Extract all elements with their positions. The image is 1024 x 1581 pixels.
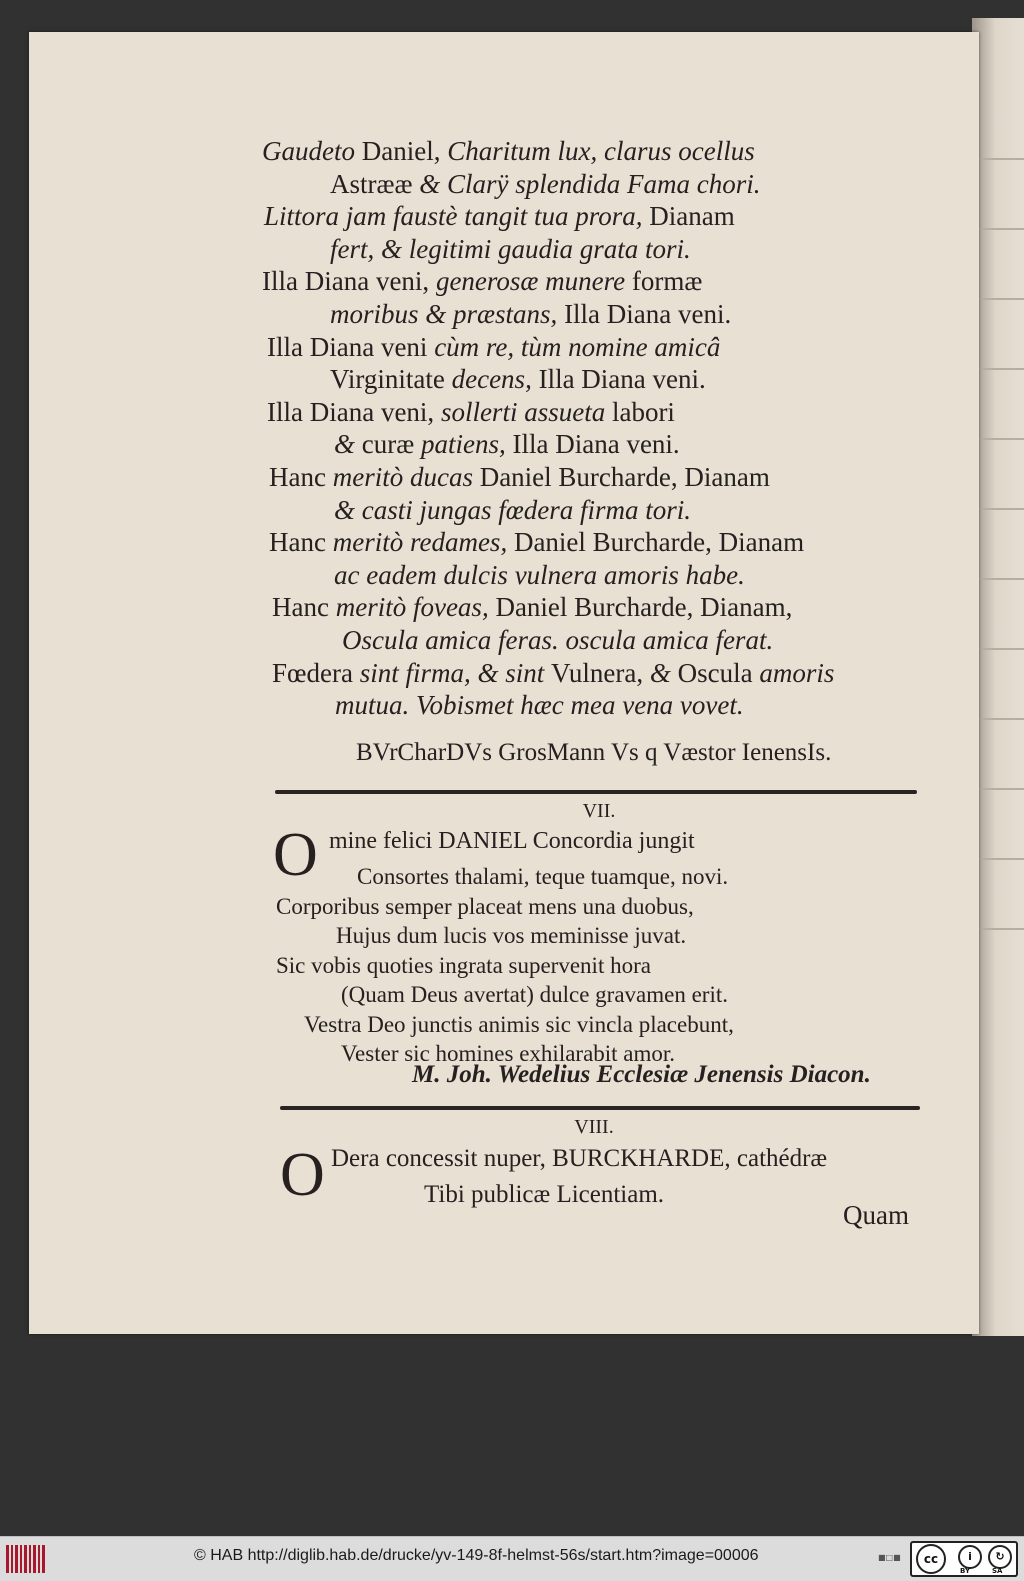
cc-icon: cc [916, 1544, 946, 1574]
poem-vi-line-segment: Daniel, [354, 136, 448, 166]
poem-vi-line-segment: & Clarÿ splendida Fama chori. [419, 168, 761, 199]
footer-bar [0, 1536, 1024, 1581]
poem-vi-line-segment: labori [611, 396, 675, 427]
poem-vi-line-segment: Illa Diana veni, [267, 396, 441, 427]
poem-vii-line: Consortes thalami, teque tuamque, novi. [357, 864, 729, 889]
poem-vi-line [272, 658, 834, 688]
poem-vii-first-line: mine felici DANIEL Concordia jungit [329, 828, 695, 854]
poem-vi-line-segment: meritò ducas [332, 462, 480, 492]
poem-vi-line-segment: Hanc [272, 592, 336, 623]
poem-vi-line [330, 364, 706, 394]
poem-vi-line-segment: Gaudeto [262, 136, 355, 166]
poem-vii-line: Corporibus semper placeat mens una duobus, [276, 893, 694, 919]
poem-vi-line-segment: Oscula amica feras. oscula amica ferat. [342, 625, 774, 655]
poem-vii-line: Sic vobis quoties ingrata supervenit hora [276, 952, 651, 978]
poem-vi-line [269, 527, 804, 557]
poem-vi-line-segment: & casti jungas fœdera firma tori. [334, 494, 692, 525]
poem-vi-line-segment: Hanc [269, 527, 333, 558]
poem-vi-line [272, 592, 792, 622]
poem-vi-line [330, 234, 691, 264]
poem-vi-line [262, 136, 755, 166]
divider-rule [280, 1106, 920, 1110]
poem-vi-line [334, 560, 745, 590]
poem-vi-line-segment: Illa Diana veni. [538, 364, 706, 395]
sa-icon: ↻ [988, 1545, 1012, 1569]
poem-vi-line-segment: mutua. Vobismet hæc mea vena vovet. [335, 690, 744, 721]
poem-vi-line-segment: Illa Diana veni [267, 331, 435, 362]
copyright-link[interactable]: © HAB http://diglib.hab.de/drucke/yv-149-8f-helmst-56s/start.htm?image=00006 [194, 1547, 759, 1564]
poem-vi-line-segment: Illa Diana veni. [512, 429, 680, 460]
dropcap-vii: O [273, 821, 318, 889]
poem-vi-line [269, 462, 770, 492]
poem-vi-line-segment: & [334, 429, 362, 460]
poem-vi-line-segment: Littora jam faustè tangit tua prora, [264, 201, 650, 232]
poem-vi-line-segment: sint firma, & sint [359, 657, 552, 688]
poem-vi-line-segment: Illa Diana veni, [262, 266, 436, 297]
poem-vi-line-segment: Fœdera [272, 657, 360, 688]
poem-vi-line-segment: ac eadem dulcis vulnera amoris habe. [334, 559, 745, 590]
poem-vi-line-segment: Oscula [677, 657, 760, 688]
poem-vi-line-segment: Vulnera, [551, 657, 650, 688]
poem-vi-line-segment: Virginitate [330, 364, 452, 395]
sa-label: SA [992, 1567, 1003, 1575]
poem-vi-line-segment: & [649, 657, 678, 688]
poem-vi-line [342, 625, 773, 655]
poem-vi-line [267, 397, 675, 427]
poem-vii-line: (Quam Deus avertat) dulce gravamen erit. [341, 982, 728, 1007]
poem-vi-line-segment: Charitum lux, clarus ocellus [447, 136, 755, 166]
poem-vi-line-segment: Illa Diana veni. [564, 299, 732, 329]
section-number-vii: VII. [582, 800, 616, 822]
poem-vi-line-segment: meritò redames, [332, 527, 514, 558]
poem-vi-signature: BVrCharDVs GrosMann Vs q Væstor IenensIs. [356, 739, 832, 766]
poem-vi-line-segment: moribus & præstans, [330, 299, 565, 329]
poem-vi-line-segment: Astrææ [330, 168, 420, 199]
poem-vi-line-segment: cùm re, tùm nomine amicâ [434, 331, 721, 362]
poem-vii-line: Vester sic homines exhilarabit amor. [341, 1041, 676, 1066]
poem-vi-line [334, 429, 680, 459]
poem-viii-second-line: Tibi publicæ Licentiam. [424, 1181, 665, 1208]
hab-logo [6, 1545, 46, 1573]
poem-vi-line [330, 299, 731, 329]
dropcap-viii: O [280, 1141, 325, 1209]
poem-vi-line-segment: patiens, [421, 429, 513, 460]
poem-vi-line-segment: curæ [361, 429, 421, 460]
cc-license-badge[interactable] [910, 1541, 1018, 1577]
poem-vi-line [262, 266, 702, 296]
poem-vii-line: Hujus dum lucis vos meminisse juvat. [336, 923, 687, 948]
poem-vi-line-segment: sollerti assueta [440, 396, 612, 427]
scan-info-icon: ■□■ [878, 1553, 901, 1562]
poem-vi-line-segment: Daniel Burcharde, Dianam [513, 527, 805, 558]
poem-vii-line: Vestra Deo junctis animis sic vincla placebunt, [304, 1011, 734, 1037]
poem-viii-first-line: Dera concessit nuper, BURCKHARDE, cathédræ [331, 1145, 828, 1172]
poem-vi-line-segment: meritò foveas, [335, 592, 496, 623]
poem-vi-line-segment: decens, [451, 364, 539, 395]
section-number-viii: VIII. [574, 1116, 614, 1138]
book-page [29, 32, 979, 1334]
poem-vi-line [334, 495, 691, 525]
by-icon: i [958, 1545, 982, 1569]
poem-vi-line-segment: Dianam [649, 201, 735, 232]
poem-vi-line-segment: formæ [631, 266, 703, 297]
poem-vi-line [267, 332, 720, 362]
poem-vii-signature: M. Joh. Wedelius Ecclesiæ Jenensis Diacon. [412, 1061, 871, 1088]
poem-vi-line-segment: Daniel Burcharde, Dianam, [495, 592, 793, 623]
catchword: Quam [843, 1200, 909, 1230]
facing-page-edge [972, 18, 1024, 1336]
poem-vi-line-segment: Daniel Burcharde, Dianam [479, 462, 770, 492]
poem-vi-line [264, 201, 735, 231]
poem-vi-line-segment: generosæ munere [435, 266, 632, 297]
divider-rule [275, 790, 917, 794]
poem-vi-line-segment: Hanc [269, 462, 333, 492]
poem-vi-line [335, 690, 744, 720]
by-label: BY [960, 1567, 971, 1575]
poem-vi-line-segment: amoris [759, 657, 835, 688]
poem-vi-line-segment: fert, & legitimi gaudia grata tori. [330, 233, 691, 264]
poem-vi-line [330, 169, 761, 199]
